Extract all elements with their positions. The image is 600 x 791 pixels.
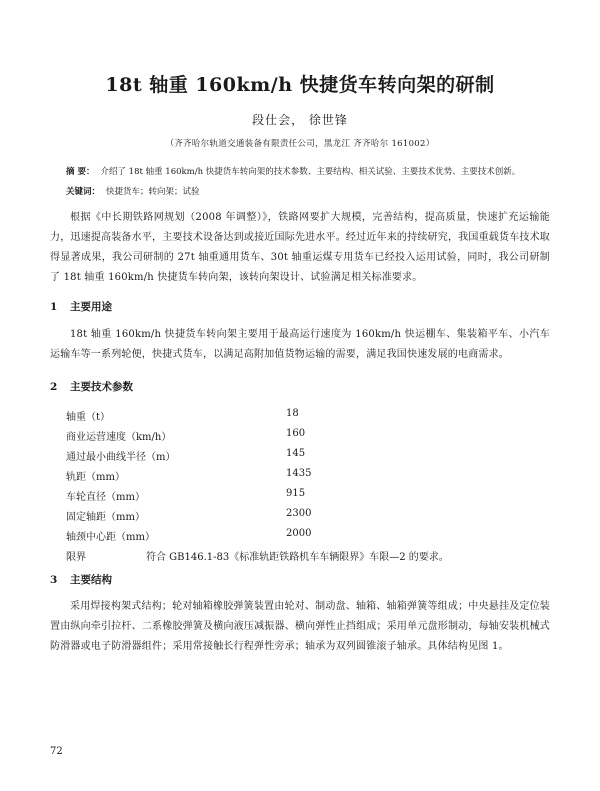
section-number: 3 bbox=[50, 574, 58, 586]
section-title: 主要技术参数 bbox=[70, 381, 133, 393]
affiliation: （齐齐哈尔轨道交通装备有限责任公司，黑龙江 齐齐哈尔 161002） bbox=[165, 139, 435, 149]
spec-value: 160 bbox=[286, 428, 306, 439]
spec-label: 限界 bbox=[66, 552, 86, 563]
spec-label: 固定轴距（mm） bbox=[66, 512, 145, 523]
page-number: 72 bbox=[50, 746, 63, 757]
spec-value: 2300 bbox=[286, 508, 312, 519]
spec-value: 145 bbox=[286, 448, 306, 459]
spec-value: 2000 bbox=[286, 528, 312, 539]
spec-label: 轴颈中心距（mm） bbox=[66, 532, 155, 543]
section-number: 1 bbox=[50, 301, 58, 313]
abstract-label: 摘 要： bbox=[66, 167, 95, 177]
structure-paragraph: 采用焊接构架式结构；轮对轴箱橡胶弹簧装置由轮对、制动盘、轴箱、轴箱弹簧等组成；中央悬挂及定位装置由纵向牵引拉杆、二系橡胶弹簧及横向液压减振器、横向弹性止挡组成；采用单元盘形制动，每轴安装机械式防滑器或电子防滑器组件；采用常接触长行程弹性旁承；轴承为双列圆锥滚子轴承。具体结构见图 1。 bbox=[50, 601, 550, 652]
usage-paragraph: 18t 轴重 160km/h 快捷货车转向架主要用于最高运行速度为 160km/h 快运棚车、集装箱平车、小汽车运输车等一系列轮便，快捷式货车，以满足高附加值货物运输的需要，满足我国快速发展的电商需求。 bbox=[50, 329, 550, 360]
section-title: 主要结构 bbox=[70, 574, 112, 586]
authors: 段仕会， 徐世锋 bbox=[252, 113, 348, 127]
section-heading-structure bbox=[50, 572, 112, 587]
abstract-text: 介绍了 18t 轴重 160km/h 快捷货车转向架的技术参数、主要结构、相关试验、主要技术优势、主要技术创新。 bbox=[100, 167, 521, 177]
keywords-text: 快捷货车；转向架；试验 bbox=[106, 187, 200, 197]
section-number: 2 bbox=[50, 381, 58, 393]
spec-label: 轴重（t） bbox=[66, 412, 111, 423]
spec-label: 轨距（mm） bbox=[66, 472, 125, 483]
spec-label: 通过最小曲线半径（m） bbox=[66, 452, 176, 463]
spec-label: 车轮直径（mm） bbox=[66, 492, 145, 503]
intro-paragraph: 根据《中长期铁路网规划（2008 年调整）》，铁路网要扩大规模，完善结构，提高质量，快速扩充运输能力，迅速提高装备水平，主要技术设备达到或接近国际先进水平。经过近年来的持续研究，我国重载货车技术取得显著成果，我公司研制的 27t 轴重通用货车、30t 轴重运煤专用货车已经投入运用试验，同时，我公司研制了 18t 轴重 160km/h 快捷货车转向架，该转向架设计、试验满足相关标准要求。 bbox=[50, 212, 550, 283]
abstract bbox=[66, 165, 556, 177]
section-title: 主要用途 bbox=[70, 301, 112, 313]
spec-value: 1435 bbox=[286, 468, 312, 479]
keywords bbox=[66, 185, 556, 197]
section-heading-usage bbox=[50, 299, 112, 314]
paper-title: 18t 轴重 160km/h 快捷货车转向架的研制 bbox=[105, 74, 495, 96]
spec-value: 18 bbox=[286, 408, 299, 419]
spec-value: 符合 GB146.1-83《标准轨距铁路机车车辆限界》车限—2 的要求。 bbox=[146, 552, 449, 563]
spec-value: 915 bbox=[286, 488, 306, 499]
spec-label: 商业运营速度（km/h） bbox=[66, 432, 172, 443]
section-heading-parameters bbox=[50, 379, 133, 394]
keywords-label: 关键词： bbox=[66, 187, 101, 197]
